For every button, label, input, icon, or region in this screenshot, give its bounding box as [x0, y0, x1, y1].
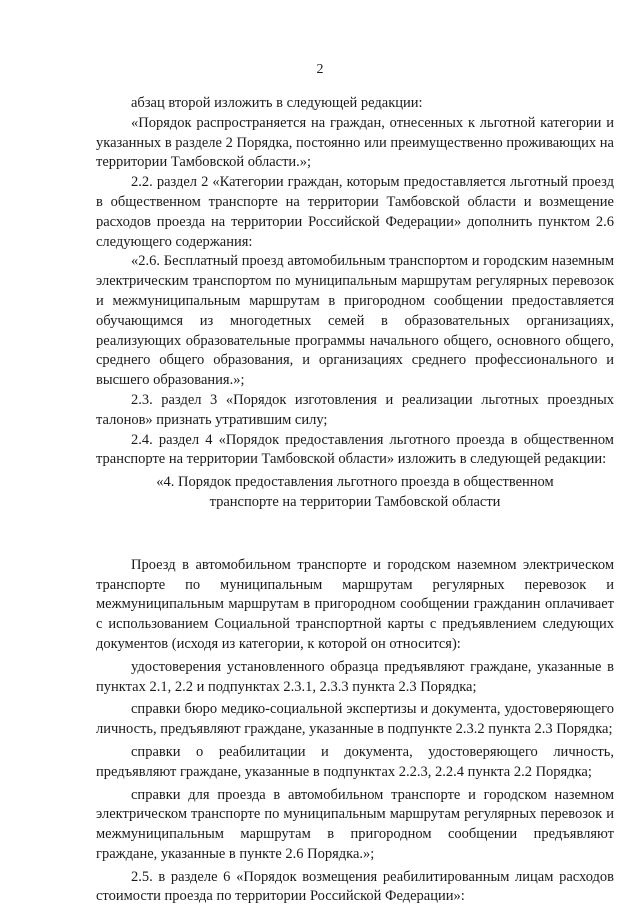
paragraph: 2.3. раздел 3 «Порядок изготовления и реализации льготных проездных талонов» признать утратившим силу;	[96, 391, 614, 428]
paragraph: 2.2. раздел 2 «Категории граждан, которым предоставляется льготный проезд в общественном транспорте на территории Тамбовской области и возмещение расходов проезда на территории Российской Федерации» дополнить пунктом 2.6 следующего содержания:	[96, 174, 614, 250]
paragraph: «2.6. Бесплатный проезд автомобильным транспортом и городским наземным электрическим транспортом по муниципальным маршрутам регулярных перевозок и межмуниципальным маршрутам в пригородном сообщении предоставляется обучающимся из многодетных семей в образовательных организациях, реализующих образовательные программы начального общего, основного общего, среднего общего образования, и организациях среднего профессионального и высшего образования.»;	[96, 253, 614, 389]
paragraph: удостоверения установленного образца предъявляют граждане, указанные в пунктах 2.1, 2.2 и подпунктах 2.3.1, 2.3.3 пункта 2.3 Порядка;	[96, 658, 614, 695]
document-body	[96, 94, 614, 907]
paragraph: справки бюро медико-социальной экспертизы и документа, удостоверяющего личность, предъявляют граждане, указанные в подпункте 2.3.2 пункта 2.3 Порядка;	[96, 701, 614, 738]
section-heading: «4. Порядок предоставления льготного проезда в общественном транспорте на территории Тамбовской области	[156, 474, 554, 510]
paragraph: 2.5. в разделе 6 «Порядок возмещения реабилитированным лицам расходов стоимости проезда по территории Российской Федерации»:	[96, 868, 614, 905]
paragraph: 2.4. раздел 4 «Порядок предоставления льготного проезда в общественном транспорте на территории Тамбовской области» изложить в следующей редакции:	[96, 431, 614, 468]
paragraph: «Порядок распространяется на граждан, отнесенных к льготной категории и указанных в разделе 2 Порядка, постоянно или преимущественно проживающих на территории Тамбовской области.»;	[96, 114, 614, 171]
paragraph: абзац второй изложить в следующей редакции:	[131, 95, 423, 111]
paragraph: справки для проезда в автомобильном транспорте и городском наземном электрическом транспорте по муниципальным маршрутам регулярных перевозок и межмуниципальным маршрутам в пригородном сообщении предъявляют граждане, указанные в пункте 2.6 Порядка.»;	[96, 786, 614, 862]
paragraph: Проезд в автомобильном транспорте и городском наземном электрическом транспорте по муниципальным маршрутам регулярных перевозок и межмуниципальным маршрутам в пригородном сообщении гражданин оплачивает с использованием Социальной транспортной карты с предъявлением следующих документов (исходя из категории, к которой он относится):	[96, 556, 614, 652]
paragraph: справки о реабилитации и документа, удостоверяющего личность, предъявляют граждане, указанные в подпунктах 2.2.3, 2.2.4 пункта 2.2 Порядка;	[96, 743, 614, 780]
page-number: 2	[316, 62, 324, 77]
